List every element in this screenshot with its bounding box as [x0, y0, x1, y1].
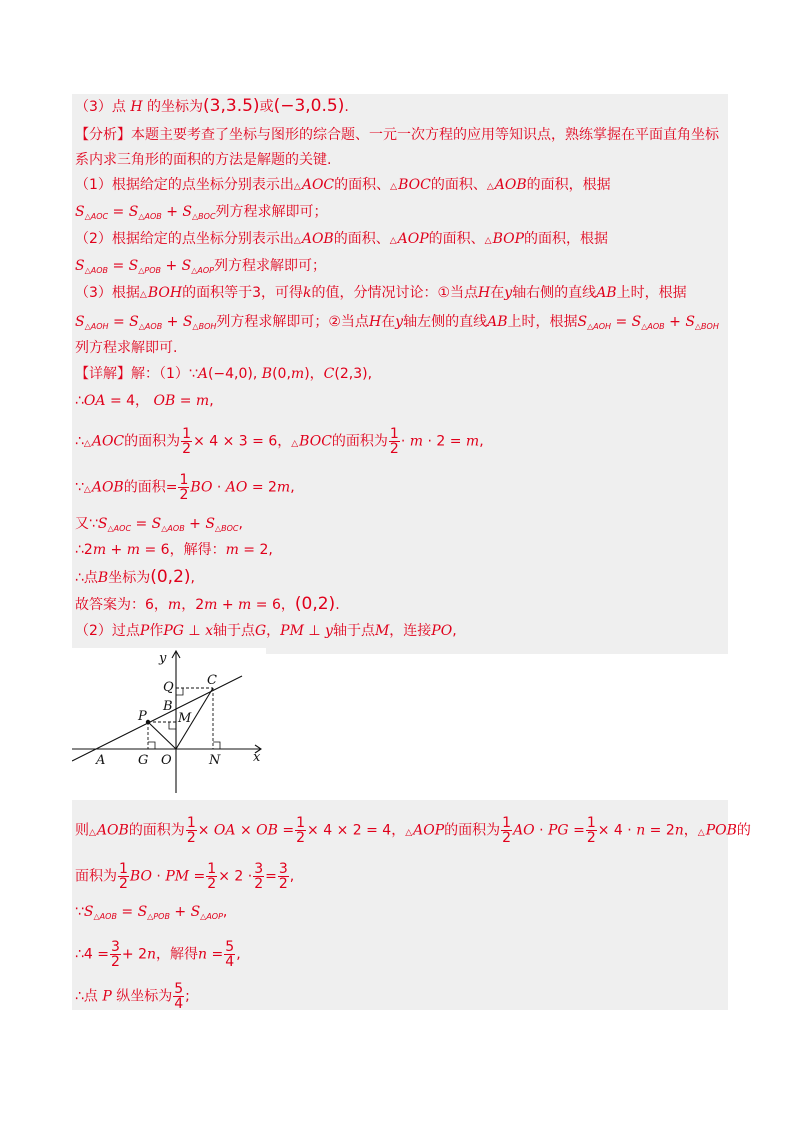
label-p: P	[138, 709, 147, 724]
label-y: y	[159, 651, 167, 666]
analysis-line-7: （3）根据△BOH的面积等于3，可得k的值，分情况讨论：①当点H在y轴右侧的直线AB上时，根据	[75, 285, 687, 301]
label-o: O	[161, 753, 172, 768]
detail-line-4: ∵△AOB的面积= $\frac{1}{2}$ BO · AO = 2m,	[75, 472, 295, 503]
right-angle-q	[176, 688, 183, 695]
detail-line-6: ∴2m + m = 6，解得：m = 2,	[75, 542, 273, 558]
detail-line-7: ∴点B坐标为(0,2),	[75, 567, 195, 587]
analysis-line-5: （2）根据给定的点坐标分别表示出△AOB的面积、△AOP的面积、△BOP的面积，根据	[75, 231, 609, 247]
label-c: C	[207, 673, 217, 688]
right-angle-n	[213, 742, 220, 749]
right-angle-m	[169, 722, 176, 729]
label-g: G	[138, 753, 149, 768]
label-n: N	[209, 753, 221, 768]
analysis-line-3: （1）根据给定的点坐标分别表示出△AOC的面积、△BOC的面积、△AOB的面积，根据	[75, 177, 611, 193]
detail-line-5: 又$\because S_{\triangle AOC} = S_{\triangle AOB} + S_{\triangle BOC}$,	[75, 516, 243, 533]
detail-line-12: $\because S_{\triangle AOB} = S_{\triangle POB} + S_{\triangle AOP}$,	[75, 904, 228, 921]
detail-line-14: ∴点 P 纵坐标为 $\frac{5}{4}$ ;	[75, 981, 190, 1012]
line-ab	[72, 676, 242, 761]
analysis-line-2: 系内求三角形的面积的方法是解题的关键.	[75, 152, 332, 168]
detail-line-9: （2）过点P作PG ⊥ x轴于点G，PM ⊥ y轴于点M，连接PO,	[75, 623, 457, 639]
label-x: x	[253, 750, 261, 765]
detail-line-2: ∴OA = 4， OB = m,	[75, 393, 214, 409]
analysis-line-8: $S_{\triangle AOH} = S_{\triangle AOB} + S_{\triangle BOH}$列方程求解即可；②当点H在y轴左侧的直线AB上时，根据$S_{\triangle AOH} = S_{\triangle AOB} + S_{\triangle BOH}$	[75, 314, 719, 331]
answer-part3: （3）点 H 的坐标为(3,3.5)或(−3,0.5).	[75, 96, 349, 116]
analysis-line-4: $S_{\triangle AOC} = S_{\triangle AOB} + S_{\triangle BOC}$列方程求解即可；	[75, 204, 328, 221]
coordinate-figure	[72, 648, 266, 794]
detail-line-13: ∴4 = $\frac{3}{2}$ + 2n，解得n = $\frac{5}{4}$ ,	[75, 939, 241, 970]
detail-line-11: 面积为 $\frac{1}{2}$ BO · PM = $\frac{1}{2}$ × 2 · $\frac{3}{2}$ = $\frac{3}{2}$ ,	[75, 861, 295, 892]
detail-line-1: 【详解】解：（1）∵A(−4,0), B(0,m)，C(2,3),	[75, 366, 373, 382]
label-q: Q	[163, 680, 174, 695]
analysis-line-6: $S_{\triangle AOB} = S_{\triangle POB} + S_{\triangle AOP}$列方程求解即可；	[75, 258, 326, 275]
label-b: B	[163, 699, 173, 714]
detail-line-3: ∴△AOC的面积为 $\frac{1}{2}$ × 4 × 3 = 6，△BOC的面积为 $\frac{1}{2}$ · m · 2 = m,	[75, 426, 484, 457]
analysis-line-9: 列方程求解即可.	[75, 340, 178, 356]
label-a: A	[96, 753, 106, 768]
analysis-line-1: 【分析】本题主要考查了坐标与图形的综合题、一元一次方程的应用等知识点，熟练掌握在平面直角坐标	[75, 127, 719, 143]
detail-line-10: 则△AOB的面积为 $\frac{1}{2}$ × OA × OB = $\frac{1}{2}$ × 4 × 2 = 4，△AOP的面积为 $\frac{1}{2}$ AO · PG = $\frac{1}{2}$ × 4 · n = 2n，△POB的	[75, 815, 751, 846]
label-m: M	[178, 711, 192, 726]
segment-po	[148, 722, 176, 749]
detail-line-8: 故答案为：6，m，2m + m = 6，(0,2).	[75, 594, 340, 614]
right-angle-g	[148, 742, 155, 749]
